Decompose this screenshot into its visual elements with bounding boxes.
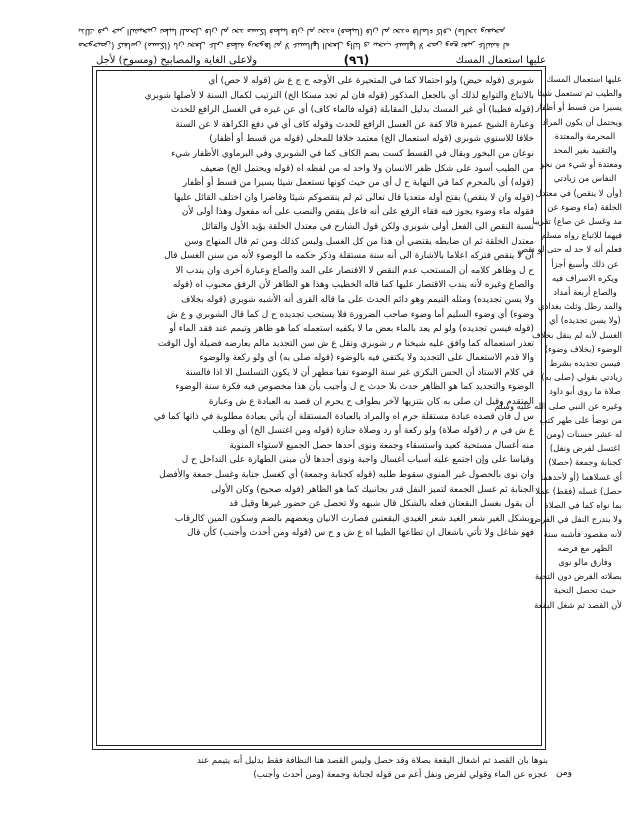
main-line: ح ل وظاهر كلامه أن المستحب عدم النقص لا الاقتصار على المد والصاع وعبارة أخرى وان يندب الا — [175, 265, 534, 276]
main-line: الجنابة ثم غسل الجمعة لتميز النفل قدر بجانبيك كما هو الظاهر (قوله صحيح) وكان الأولى — [211, 484, 534, 495]
top-note-line: محوحيض) كنفاس (مسكا) بان تجعل على قطنة ونحوها ثم لا عنسالها الجعل والتا ى بيجب غسلها لا حص ومع تغير عائشة له — [78, 40, 510, 50]
main-line: ع ش في م ر (قوله صلاة) ولو ركعة أو رد وصلاة جنازة (قوله ومن اغتسل الخ) أي وطلب — [212, 426, 534, 437]
side-line: كجنابة وجمعة (حصلا) — [548, 457, 622, 468]
main-line: (قوله) أي بالمحرم كما في النهاية ح ل أي من حيث كونها تستعمل شيئا يسيرا من قسط أو أظفار — [182, 178, 534, 189]
side-line: (وأن لا ينقص) في معتدل — [535, 187, 622, 198]
main-line: فقوله ماء وضوء يجوز فيه فقاء الرفع على أنه فاعل ينقص والنصب على أنه مفعول وهذا أولى لأن — [181, 207, 534, 218]
side-line: الوضوء (بخلاف وضوء) — [544, 343, 622, 354]
main-line: خلافا للاسنوي شوبري (قوله استعمال الخ) معتمد خلافا للمحلي (قوله من قسط أو أظفار) — [209, 134, 534, 145]
main-line: المتقدم وقيل ان صلى به كان بتنزيها لآخر بطواف ح يحرم ان قصد به العبادة ع ش وعبارة — [208, 397, 534, 408]
main-line: أن يقول بغسل البقعتان فعله بالشكل قال شبهه ولا تحصل عن حضور غيرها وقيل قد — [229, 499, 534, 510]
main-line: ولا يسن تجديده) ومثله التيمم وهو دائم الحدث على ما قاله القرى أنه الأشبه شوبري (قوله بخلاف — [181, 294, 534, 305]
side-line: ولا يندرج النفل في الفرض — [530, 514, 622, 525]
main-line: تعذر استعماله كما وافق عليه شيخنا م ر شوبري ونقل ع ش سن التجديد مالم يعارضه فضيلة أول الوقت — [157, 338, 534, 349]
side-line: بما نواه كما في الصلاة — [544, 500, 622, 511]
side-line: ومعتدة أو شيء من نحو — [540, 159, 622, 170]
main-line: والصاع وغيره لأنه يندب الاقتصار عليها كما قاله الخطيب وهذا هو الظاهر لأن الرفق محبوب اه (قوله — [172, 280, 534, 291]
main-line: وان نوى بالحصول غير المنوي سقوط طلبه (قوله كجنابة وجمعة) أي كغسل جنابة وغسل جمعة والأفضل — [159, 470, 534, 481]
side-line: مد وغسل عن صاع) تقريبا — [532, 216, 622, 227]
main-line: س ل فان قصده عبادة مستقلة حرم اه والمراد بالعبادة المستقلة أن يأتي بعبادة مطلوبة في ذاتها كما في — [153, 411, 534, 422]
side-line: يسيرا من قسط أو أظفار — [535, 102, 622, 113]
main-line: بالاتباع والتوابع لذلك أي بالجعل المذكور (قوله فان لم تجد مسكا الخ) الترتيب لكمال السنة لا لأصلها شوبري — [144, 90, 534, 101]
side-line: (ولا يسن تجديده) أي — [549, 315, 621, 326]
main-commentary — [102, 74, 534, 740]
main-line: نسبة النقص الى الفعل أولى شوبري ولكن قول الشارح في معتدل الخلقة يؤيد الأول والقائل — [201, 221, 534, 232]
main-line: شوبري (قوله حيض) ولو احتمالا كما في المتحيرة على الأوجه ح ج ع ش (قوله لا حص) أي — [208, 76, 534, 86]
header-left-text: ولاعلى الغاية والمصابيح (ومسوح) لأجل — [96, 54, 258, 66]
side-line: النفاس من زيادتي — [553, 173, 617, 184]
main-line: وقياسا على وإن اجتمع عليه أسباب أغسال واجبة ونوى أحدها لأن مبنى الطهارة على التداخل ح ل — [181, 455, 534, 466]
top-note-line: بذلك في خبر الشيخين تطيبا للمحل فان لم تجد مسكا فطيبا فان لم تجده (فطينا) فان لم تجده فالماء كاف (مالحد ونفيحم — [78, 26, 506, 36]
side-line: الخلقة (ماء وضوء عن — [547, 201, 622, 212]
main-line: وضوء) أي وضوء السليم أما وضوء صاحب الضرورة فلا يستحب تجديده ح ل كما قال الشوبري و ع ش — [166, 309, 534, 320]
main-line: وعبارة الشيخ عميرة قالا كفة عن الغسل الرافع للحدث وقوله كاف أي في دفع الكراهة لا عن السنة — [175, 119, 534, 130]
side-line: فعلم أنه لا حد له حتى لو نقص — [518, 244, 622, 255]
main-line: معتدل الخلقة ثم ان ضابطه يقتضي أن هذا من كل الغسل وليس كذلك ومن ثم قال المنهاج وسن — [184, 236, 534, 247]
side-line: فيسن تجديده بشرط — [549, 358, 621, 369]
side-line: حيث تحصل التحية — [553, 585, 617, 596]
main-line: (قوله فيسن تجديده) ولو لم يعد بالماء بعض ما لا يكفيه استعمله كما هو ظاهر وتيمم عند فقد الماء أو — [169, 324, 534, 335]
side-line: الغسل لأنه لم ينقل بخلاف — [532, 329, 622, 340]
side-line: عن ذلك وأسبغ أجزأ — [551, 258, 619, 269]
side-line: من توضأ على طهر كتب — [539, 414, 622, 425]
main-line: في كلام الاستاذ أن الحس البكري غير سنة الوضوء نفيا مطهر أن لا يكون التسلسل الا اذا فالسنة — [185, 367, 534, 378]
side-line: أي غسلاهما (أو لأحدهما — [540, 471, 622, 482]
side-line: المحرمة والمعتدة — [554, 130, 616, 141]
side-line: عليها استعمال المسك — [546, 74, 622, 84]
main-line: من الطيب أسود على شكل ظفر الانسان ولا واحد له من لفظه اه (قوله ويحتمل الخ) ضعيف — [200, 163, 534, 174]
side-line: ويحتمل أن يكون المراد — [542, 116, 622, 127]
side-line: حصل) غسله (فقط) عملا — [535, 485, 622, 496]
main-line: فهو شاغل ولا تأتي باشغال ان تطاعها الطيبا اه ع ش و ح س (قوله ومن أحدث وأجنب) كأن قال — [186, 528, 534, 539]
main-line: الوضوء والتجديد كما هو الظاهر حدث بلا حدث ح ل وأجيب بأن هذا مخصوص فيه فكرة سنة الوضوء — [175, 382, 534, 393]
header-right-text: عليها استعمال المسك — [455, 54, 546, 66]
main-line: منه أغسال مستحبة كعيد واستسقاء وجمعة ونوى أحدها حصل الجميع لاستواء المنوية — [229, 440, 534, 451]
bottom-note-line: عجزه عن الماء وقولي لفرض ونفل أعم من قوله لجنابة وجمعة (ومن أحدث وأجنب) — [253, 770, 548, 780]
main-line: والا قدم الاستعمال على التجديد ولا يكتفي فيه بالوضوء (قوله صلى به) أي ولو ركعة والوضوء — [199, 353, 534, 364]
side-line: صلاة ما روى أبو داود — [549, 386, 621, 397]
top-margin-notes — [78, 8, 564, 52]
main-line: أن لا ينقص فتركه اعلاما بالاشارة الى أنه سنة مستقلة وذكر حكمه ما الوضوء لأنه من سنن الغسل قال — [164, 251, 534, 262]
main-line: (قوله وان لا ينقص) بفتح أوله متعديا قال تعالى ثم لم ينقصوكم شيئا وقاصرا وان اختلف القائل عليها — [173, 192, 534, 203]
side-line: الظهر مع فرضه — [557, 542, 613, 553]
bottom-note-line: بنوها بان القصد ثم اشغال البقعة بصلاة وقد حصل وليس القصد هنا النظافة فقط بدليل أنه يتيمم عند — [196, 756, 548, 766]
side-line: وغيره عن النبي صلى الله عليه وسلم — [494, 400, 622, 411]
side-line: وفارق مالو نوى — [558, 556, 612, 567]
side-line: والصاع أربعة أمداد — [553, 287, 617, 298]
side-line: والمد رطل وثلث بغدادي — [538, 301, 622, 312]
page-number: (٩٦) — [343, 53, 370, 67]
main-line: (قوله فطيبا) أي غير المسك بدليل المقابلة (قوله فالماء كاف) أي عن غيره في الغسل الرافع للحدث — [170, 105, 534, 116]
side-line: اغتسل لفرض ونفل) — [549, 443, 621, 454]
side-line: زيادتي بقولي (صلى به) — [541, 372, 622, 383]
side-line: والتقييد بغير المحد — [553, 145, 617, 156]
main-line: نوعان من البخور وبقال في القسط كست بضم الكاف كما في الشوبري وفي البرماوي الأظفار شيء — [171, 148, 534, 159]
bottom-margin-notes — [92, 754, 548, 794]
side-line: بصلاته الفرض دون التحية — [534, 571, 622, 582]
side-line: ويكره الاسراف فيه — [551, 272, 619, 283]
catchword: ومن — [555, 768, 573, 778]
side-line: له عشر حسنات (ومن — [546, 429, 622, 440]
side-line: فيهما للاتباع رواه مسلم — [541, 230, 622, 241]
side-line: لأن القصد ثم شغل البقعة — [534, 599, 622, 610]
side-line: والطيب ثم تستعمل شيئا — [537, 88, 622, 99]
side-line: لأنه مقصود فأشبه سنة — [543, 528, 622, 539]
main-line: وبشكل الغير شعر الغيد شعر الغيدي البقعتين فصارت الانيان وبعضهم بالضم وسكون المين كالرقاب — [174, 513, 534, 524]
side-margin-text — [494, 72, 622, 766]
